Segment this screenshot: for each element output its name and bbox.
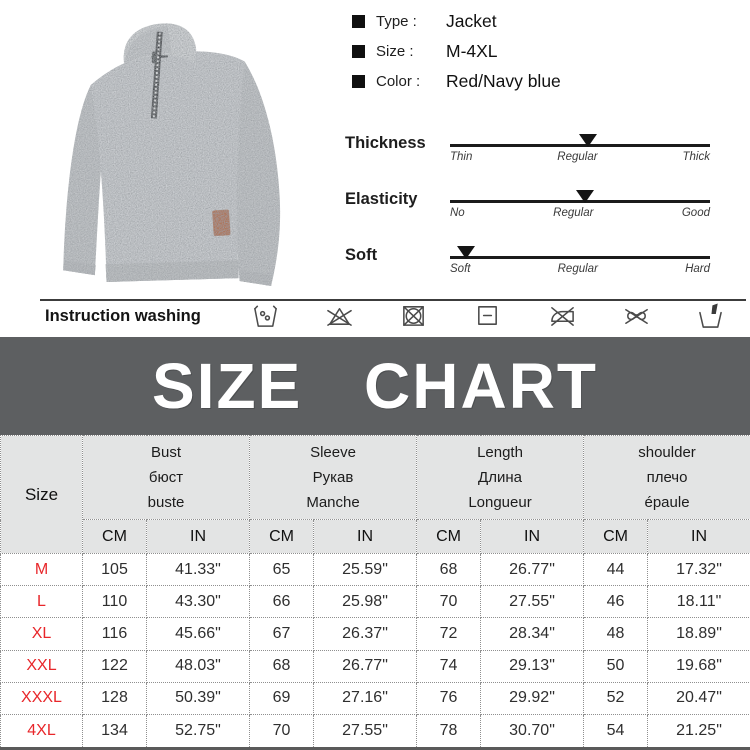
column-header-line: Длина bbox=[478, 469, 522, 486]
measurement-cell: 52 bbox=[584, 682, 648, 714]
feature-thickness bbox=[345, 131, 745, 187]
feature-scale bbox=[450, 207, 710, 219]
scale-label: Good bbox=[681, 207, 710, 219]
measurement-cell: 46 bbox=[584, 586, 648, 618]
column-header-line: épaule bbox=[644, 494, 690, 511]
column-header-line: Longueur bbox=[468, 494, 532, 511]
measure-column-header bbox=[417, 436, 584, 520]
product-image bbox=[10, 2, 345, 298]
table-row bbox=[1, 650, 750, 682]
slider-marker-icon bbox=[457, 246, 475, 259]
scale-label: No bbox=[450, 207, 465, 219]
feature-sliders bbox=[345, 131, 745, 299]
measurement-cell: 116 bbox=[83, 618, 147, 650]
unit-header: CM bbox=[250, 520, 314, 554]
scale-label: Regular bbox=[557, 151, 598, 163]
column-header-line: Рукав bbox=[312, 469, 354, 486]
size-cell: XXXL bbox=[1, 682, 83, 714]
washing-section bbox=[0, 299, 750, 337]
feature-scale bbox=[450, 151, 710, 163]
feature-scale bbox=[450, 263, 710, 275]
column-header-line: Sleeve bbox=[310, 444, 356, 461]
measurement-cell: 66 bbox=[250, 586, 314, 618]
unit-header: IN bbox=[314, 520, 417, 554]
column-header-line: Bust bbox=[151, 444, 182, 461]
measurement-cell: 134 bbox=[83, 715, 147, 749]
square-bullet-icon bbox=[352, 15, 365, 28]
measurement-cell: 52.75" bbox=[147, 715, 250, 749]
attribute-label: Type : bbox=[376, 12, 417, 30]
measurement-cell: 105 bbox=[83, 554, 147, 586]
measurement-cell: 128 bbox=[83, 682, 147, 714]
measurement-cell: 18.89" bbox=[648, 618, 750, 650]
column-header-line: плечо bbox=[646, 469, 688, 486]
measurement-cell: 21.25" bbox=[648, 715, 750, 749]
table-row bbox=[1, 682, 750, 714]
column-header-line: Manche bbox=[306, 494, 360, 511]
measurement-cell: 70 bbox=[417, 586, 481, 618]
table-row bbox=[1, 618, 750, 650]
size-cell: M bbox=[1, 554, 83, 586]
divider bbox=[40, 299, 746, 301]
measurement-cell: 18.11" bbox=[648, 586, 750, 618]
table-row bbox=[1, 586, 750, 618]
slider-marker-icon bbox=[576, 190, 594, 203]
column-header-line: buste bbox=[147, 494, 185, 511]
unit-header: CM bbox=[417, 520, 481, 554]
attribute-row bbox=[352, 36, 742, 66]
measurement-cell: 50 bbox=[584, 650, 648, 682]
measurement-cell: 26.77" bbox=[481, 554, 584, 586]
unit-header: IN bbox=[648, 520, 750, 554]
size-table-head bbox=[1, 436, 750, 554]
washing-icons bbox=[228, 302, 748, 334]
size-table-body bbox=[1, 554, 750, 749]
measurement-cell: 68 bbox=[417, 554, 481, 586]
measurement-cell: 72 bbox=[417, 618, 481, 650]
feature-track bbox=[450, 256, 710, 259]
size-cell: XL bbox=[1, 618, 83, 650]
measurement-cell: 45.66" bbox=[147, 618, 250, 650]
slider-marker-icon bbox=[579, 134, 597, 147]
measurement-cell: 74 bbox=[417, 650, 481, 682]
no-wring-icon bbox=[623, 302, 650, 334]
attribute-label: Size : bbox=[376, 42, 414, 60]
size-chart-banner bbox=[0, 337, 750, 435]
measurement-cell: 27.16" bbox=[314, 682, 417, 714]
feature-soft bbox=[345, 243, 745, 299]
attribute-row bbox=[352, 6, 742, 36]
measurement-cell: 122 bbox=[83, 650, 147, 682]
measurement-cell: 30.70" bbox=[481, 715, 584, 749]
measurement-cell: 26.37" bbox=[314, 618, 417, 650]
measure-column-header bbox=[83, 436, 250, 520]
size-column-header: Size bbox=[1, 436, 83, 554]
column-header-line: бюст bbox=[148, 469, 184, 486]
measurement-cell: 27.55" bbox=[481, 586, 584, 618]
scale-label: Soft bbox=[450, 263, 471, 275]
column-header-line: shoulder bbox=[638, 444, 696, 461]
measurement-cell: 29.13" bbox=[481, 650, 584, 682]
feature-label: Thickness bbox=[345, 134, 426, 152]
square-bullet-icon bbox=[352, 45, 365, 58]
attribute-value: Red/Navy blue bbox=[446, 70, 561, 91]
measurement-cell: 41.33" bbox=[147, 554, 250, 586]
column-header-line: Length bbox=[477, 444, 523, 461]
table-row bbox=[1, 715, 750, 749]
size-cell: L bbox=[1, 586, 83, 618]
table-row bbox=[1, 554, 750, 586]
scale-label: Hard bbox=[685, 263, 710, 275]
measurement-cell: 20.47" bbox=[648, 682, 750, 714]
no-tumble-dry-icon bbox=[400, 302, 427, 334]
measurement-cell: 43.30" bbox=[147, 586, 250, 618]
attribute-label: Color : bbox=[376, 72, 421, 90]
measurement-cell: 44 bbox=[584, 554, 648, 586]
measurement-cell: 25.59" bbox=[314, 554, 417, 586]
measurement-cell: 25.98" bbox=[314, 586, 417, 618]
no-bleach-icon bbox=[326, 302, 353, 334]
washing-label: Instruction washing bbox=[45, 307, 201, 325]
hand-wash-icon bbox=[697, 302, 724, 334]
measurement-cell: 19.68" bbox=[648, 650, 750, 682]
attribute-row bbox=[352, 66, 742, 96]
unit-header: IN bbox=[147, 520, 250, 554]
measurement-cell: 78 bbox=[417, 715, 481, 749]
size-chart-title: SIZE CHART bbox=[152, 350, 598, 422]
measurement-cell: 69 bbox=[250, 682, 314, 714]
pullover-illustration bbox=[10, 2, 345, 298]
measure-column-header bbox=[250, 436, 417, 520]
measurement-cell: 48.03" bbox=[147, 650, 250, 682]
size-cell: XXL bbox=[1, 650, 83, 682]
scale-label: Thin bbox=[450, 151, 473, 163]
dry-flat-icon bbox=[474, 302, 501, 334]
measurement-cell: 70 bbox=[250, 715, 314, 749]
measurement-cell: 68 bbox=[250, 650, 314, 682]
measurement-cell: 54 bbox=[584, 715, 648, 749]
attribute-value: Jacket bbox=[446, 10, 497, 31]
measurement-cell: 26.77" bbox=[314, 650, 417, 682]
attribute-value: M-4XL bbox=[446, 40, 498, 61]
unit-header: IN bbox=[481, 520, 584, 554]
unit-header: CM bbox=[83, 520, 147, 554]
square-bullet-icon bbox=[352, 75, 365, 88]
product-attributes bbox=[352, 6, 742, 96]
feature-label: Soft bbox=[345, 246, 378, 264]
measurement-cell: 67 bbox=[250, 618, 314, 650]
measurement-cell: 76 bbox=[417, 682, 481, 714]
scale-label: Regular bbox=[557, 263, 598, 275]
unit-header: CM bbox=[584, 520, 648, 554]
measure-column-header bbox=[584, 436, 750, 520]
feature-label: Elasticity bbox=[345, 190, 418, 208]
measurement-cell: 28.34" bbox=[481, 618, 584, 650]
machine-wash-icon bbox=[252, 302, 279, 334]
measurement-cell: 50.39" bbox=[147, 682, 250, 714]
feature-track bbox=[450, 144, 710, 147]
measurement-cell: 48 bbox=[584, 618, 648, 650]
size-table bbox=[0, 435, 750, 750]
feature-track bbox=[450, 200, 710, 203]
scale-label: Regular bbox=[553, 207, 594, 219]
scale-label: Thick bbox=[682, 151, 710, 163]
measurement-cell: 29.92" bbox=[481, 682, 584, 714]
no-iron-icon bbox=[549, 302, 576, 334]
feature-elasticity bbox=[345, 187, 745, 243]
measurement-cell: 110 bbox=[83, 586, 147, 618]
size-cell: 4XL bbox=[1, 715, 83, 749]
measurement-cell: 17.32" bbox=[648, 554, 750, 586]
measurement-cell: 27.55" bbox=[314, 715, 417, 749]
measurement-cell: 65 bbox=[250, 554, 314, 586]
